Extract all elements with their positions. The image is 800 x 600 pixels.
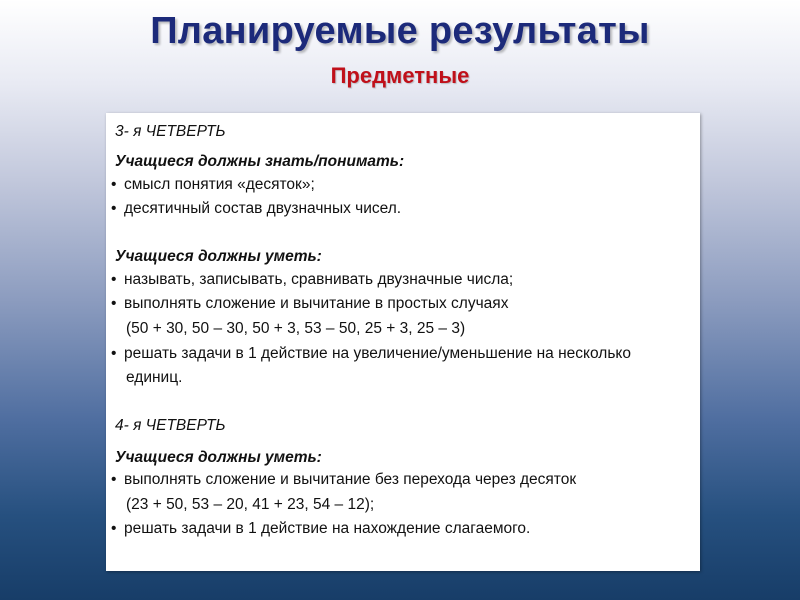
quarter-3-can-heading: Учащиеся должны уметь:: [115, 248, 322, 265]
quarter-3-can-item: • выполнять сложение и вычитание в простых случаях: [124, 295, 508, 313]
quarter-3-know-heading: Учащиеся должны знать/понимать:: [115, 153, 405, 170]
quarter-4-heading: 4- я ЧЕТВЕРТЬ: [115, 417, 226, 434]
quarter-3-can-item-continuation: единиц.: [126, 369, 183, 386]
quarter-3-can-examples: (50 + 30, 50 – 30, 50 + 3, 53 – 50, 25 + 3, 25 – 3): [126, 320, 466, 337]
quarter-4-can-item: • выполнять сложение и вычитание без перехода через десяток: [124, 471, 576, 489]
quarter-3-can-item: • решать задачи в 1 действие на увеличение/уменьшение на несколько: [124, 345, 631, 363]
quarter-3-know-item: • десятичный состав двузначных чисел.: [124, 200, 401, 218]
quarter-4-can-heading: Учащиеся должны уметь:: [115, 449, 322, 466]
quarter-3-can-item: • называть, записывать, сравнивать двузначные числа;: [124, 271, 513, 289]
quarter-4-can-item: • решать задачи в 1 действие на нахождение слагаемого.: [124, 520, 530, 538]
quarter-3-know-item: • смысл понятия «десяток»;: [124, 176, 315, 194]
page-subtitle: Предметные: [330, 63, 470, 88]
content-panel: [106, 113, 700, 571]
quarter-4-can-examples: (23 + 50, 53 – 20, 41 + 23, 54 – 12);: [126, 496, 375, 513]
page-title: Планируемые результаты: [150, 10, 650, 52]
quarter-3-heading: 3- я ЧЕТВЕРТЬ: [115, 123, 226, 140]
